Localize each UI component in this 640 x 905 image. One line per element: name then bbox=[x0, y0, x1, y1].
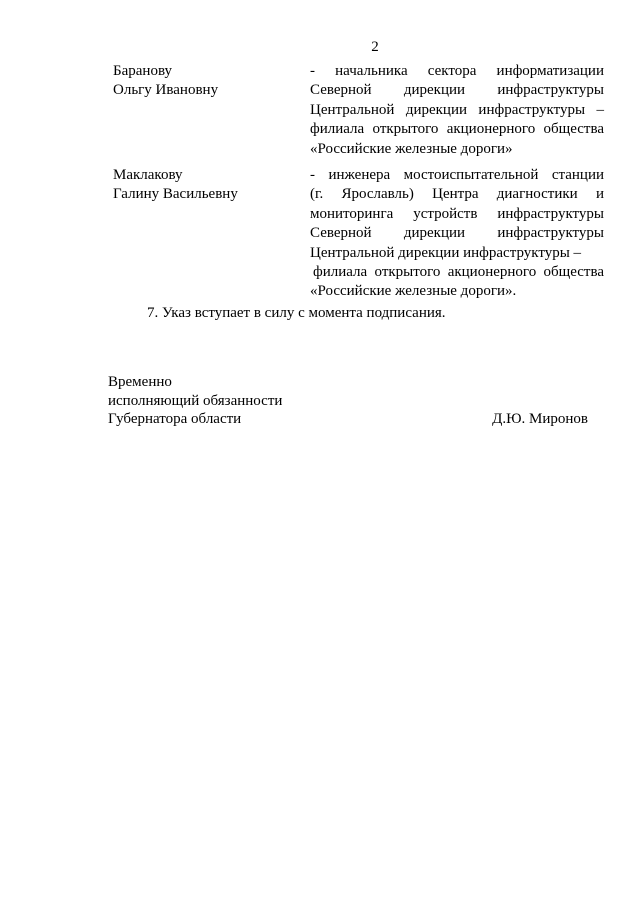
position-line: мониторинга устройств инфраструктуры bbox=[310, 205, 604, 222]
appointee-name bbox=[113, 166, 293, 204]
page-number-text: 2 bbox=[371, 39, 379, 55]
appointee-surname: Маклакову bbox=[113, 167, 183, 183]
signatory-name: Д.Ю. Миронов bbox=[492, 411, 588, 427]
appointee-given-names: Галину Васильевну bbox=[113, 186, 238, 202]
page-number bbox=[0, 38, 640, 56]
appointee-given-names: Ольгу Ивановну bbox=[113, 82, 219, 98]
position-line: - инженера мостоиспытательной станции bbox=[310, 167, 604, 183]
appointee-position bbox=[310, 62, 604, 159]
signature-block bbox=[108, 373, 588, 429]
appointee-name bbox=[113, 62, 293, 100]
position-line: «Российские железные дороги» bbox=[310, 140, 513, 157]
signatory-title-line: Губернатора области bbox=[108, 411, 242, 427]
position-line: - начальника сектора информатизации bbox=[310, 63, 604, 79]
appointee-position bbox=[310, 166, 604, 302]
signatory-title-line: Временно bbox=[108, 374, 172, 390]
position-line: Северной дирекции инфраструктуры bbox=[310, 82, 604, 99]
appointee-surname: Баранову bbox=[113, 63, 173, 79]
position-line: филиала открытого акционерного общества bbox=[310, 121, 604, 138]
decree-clause-7: 7. Указ вступает в силу с момента подписания. bbox=[147, 305, 446, 321]
signatory-title-line: исполняющий обязанности bbox=[108, 392, 283, 409]
position-line: Северной дирекции инфраструктуры bbox=[310, 225, 604, 242]
position-line: филиала открытого акционерного общества bbox=[313, 264, 604, 281]
position-line: «Российские железные дороги». bbox=[310, 283, 517, 300]
position-line: (г. Ярославль) Центра диагностики и bbox=[310, 186, 604, 203]
position-line: Центральной дирекции инфраструктуры – bbox=[310, 244, 582, 261]
position-line: Центральной дирекции инфраструктуры – bbox=[310, 101, 604, 118]
